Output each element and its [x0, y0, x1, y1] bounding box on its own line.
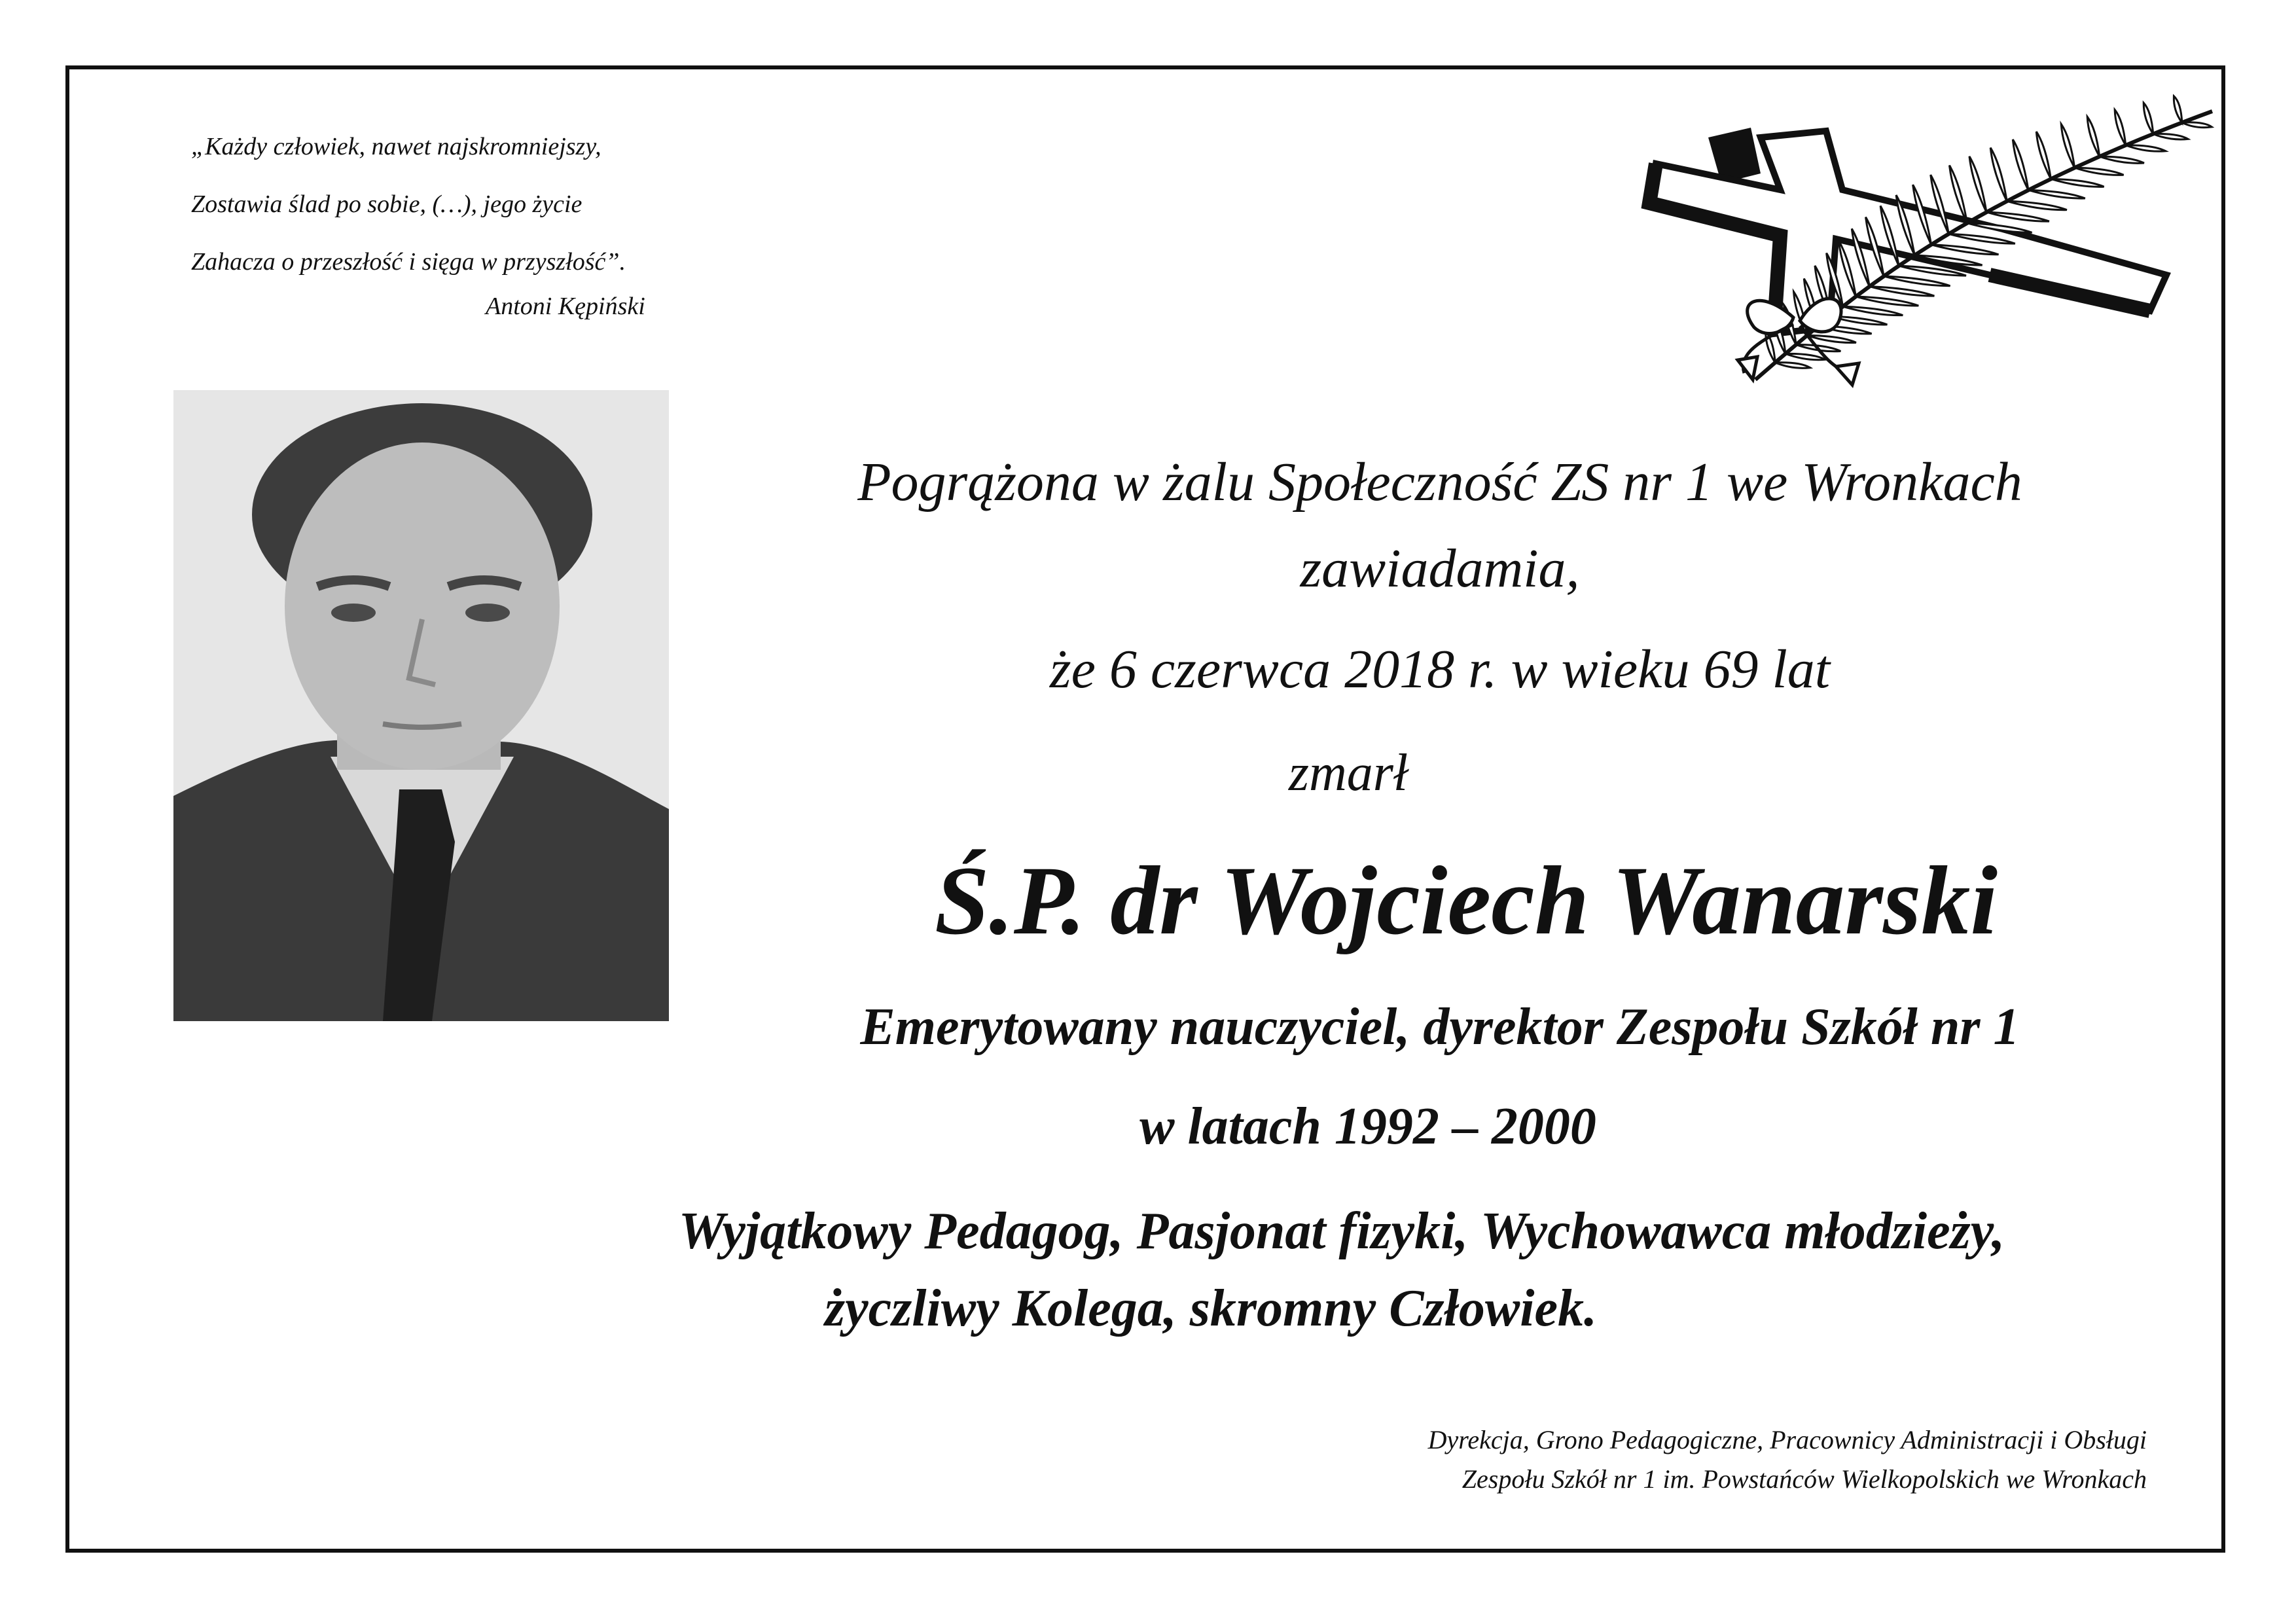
palm-leaflet	[2036, 132, 2051, 179]
palm-leaflet	[2013, 139, 2028, 190]
palm-leaflet	[1843, 306, 1903, 315]
intro-line: Pogrążona w żalu Społeczność ZS nr 1 we Wronkach	[857, 452, 2022, 513]
deceased-name: Ś.P. dr Wojciech Wanarski	[935, 846, 1998, 955]
palm-leaflet	[2061, 124, 2074, 168]
quote-line: Zahacza o przeszłość i sięga w przyszłość”.	[191, 248, 626, 276]
cross-with-palm-branch-icon	[1604, 92, 2225, 406]
palm-leaflet	[2182, 122, 2212, 128]
epigraph-quote	[191, 118, 626, 291]
palm-leaflet	[2126, 145, 2166, 151]
palm-leaflet	[1839, 241, 1856, 297]
palm-leaflet	[2075, 168, 2124, 175]
palm-leaflet	[1986, 212, 2049, 221]
signature-line: Dyrekcja, Grono Pedagogiczne, Pracownicy Administracji i Obsługi	[1427, 1425, 2147, 1454]
palm-leaflet	[1869, 287, 1934, 296]
palm-leaflet	[2028, 190, 2085, 198]
quote-line: „Każdy człowiek, nawet najskromniejszy,	[191, 133, 601, 160]
intro-date-line: że 6 czerwca 2018 r. w wieku 69 lat	[1049, 639, 1831, 700]
palm-leaflet	[2100, 156, 2144, 163]
palm-leaflet	[1856, 297, 1918, 306]
tribute-line: Wyjątkowy Pedagog, Pasjonat fizyki, Wychowawca młodzieży,	[678, 1202, 2005, 1260]
palm-leaflet	[2087, 117, 2100, 156]
died-word: zmarł	[1288, 744, 1408, 802]
palm-leaflet	[2144, 103, 2153, 134]
palm-leaflet	[1807, 335, 1856, 342]
palm-leaflet	[1785, 353, 1825, 359]
quote-author: Antoni Kępiński	[486, 293, 645, 320]
deceased-role: Emerytowany nauczyciel, dyrektor Zespołu Szkół nr 1	[860, 998, 2020, 1056]
tribute-line: życzliwy Kolega, skromny Człowiek.	[825, 1280, 1597, 1337]
service-years: w latach 1992 – 2000	[1139, 1098, 1596, 1155]
portrait-photo	[173, 390, 669, 1021]
palm-leaflet	[1775, 363, 1810, 369]
intro-line: zawiadamia,	[1300, 538, 1580, 599]
signature-line: Zespołu Szkół nr 1 im. Powstańców Wielkopolskich we Wronkach	[1462, 1464, 2147, 1494]
palm-leaflet	[1990, 148, 2007, 202]
quote-line: Zostawia ślad po sobie, (…), jego życie	[191, 190, 583, 218]
palm-leaflet	[1969, 156, 1986, 212]
palm-leaflet	[2115, 110, 2126, 145]
palm-leaflet	[1884, 276, 1950, 286]
palm-leaflet	[2007, 201, 2067, 209]
palm-leaflet	[2174, 96, 2181, 123]
palm-leaflet	[2051, 179, 2104, 187]
palm-leaflet	[2153, 134, 2188, 139]
